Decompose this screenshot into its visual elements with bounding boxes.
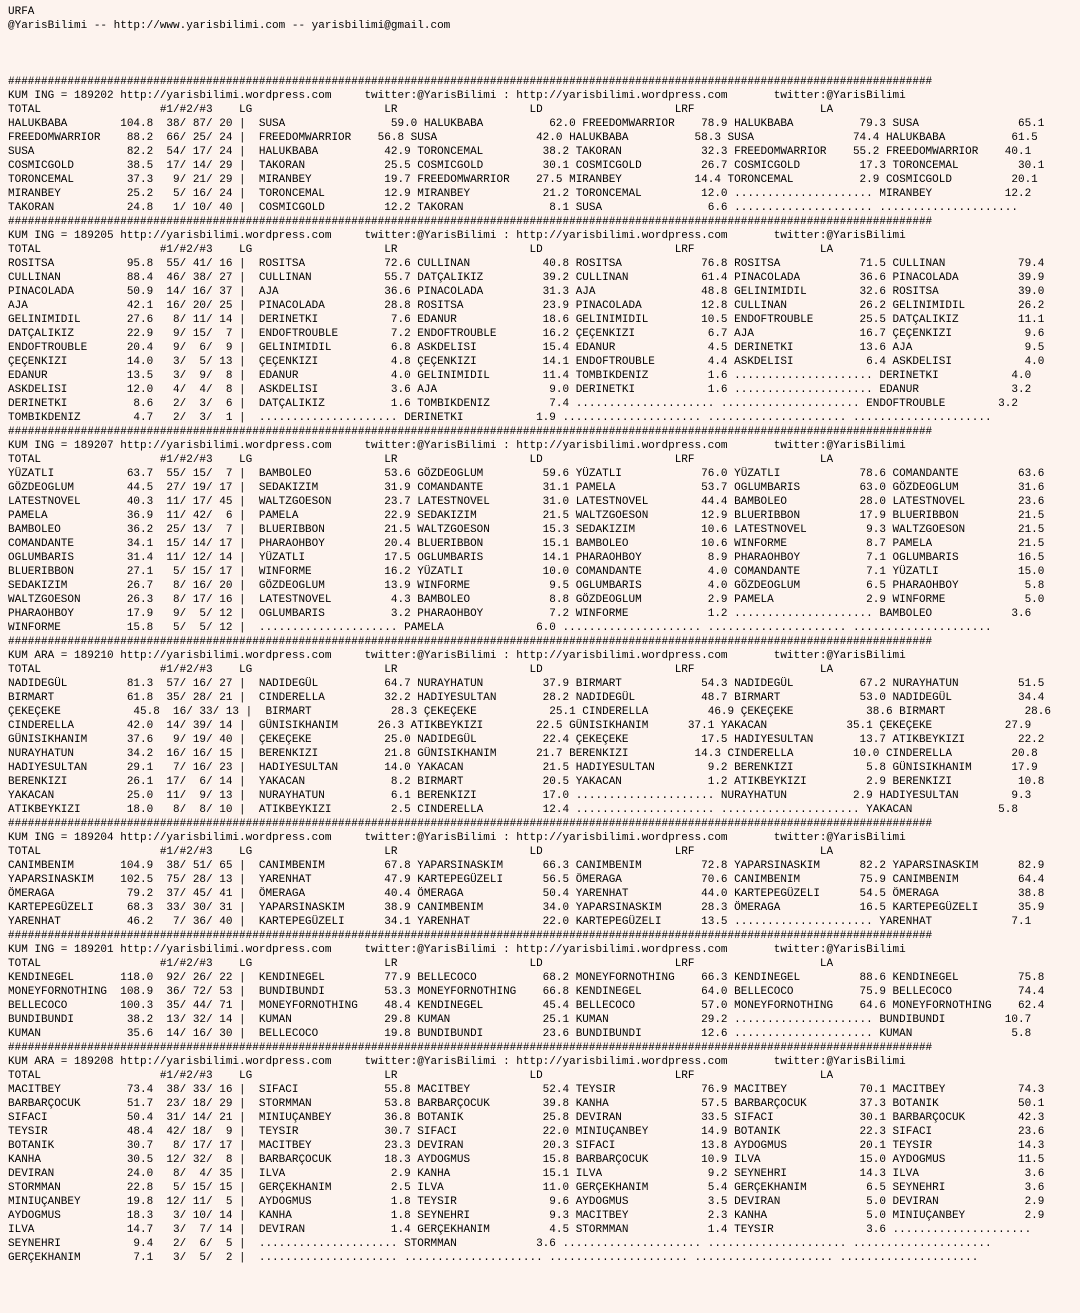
race-header-line: KUM ING = 189202 http://yarisbilimi.wordpress.com twitter:@YarisBilimi : http://yarisbilimi.wordpress.com twitter:@YarisBilimi [8, 90, 906, 102]
race-header-line: KUM ARA = 189208 http://yarisbilimi.wordpress.com twitter:@YarisBilimi : http://yarisbilimi.wordpress.com twitter:@YarisBilimi [8, 1056, 906, 1068]
blank-line [8, 61, 1080, 75]
text-line: AYDOGMUS 18.3 3/ 10/ 14 | KANHA 1.8 SEYNEHRI 9.3 MACITBEY 2.3 KANHA 5.0 MINIUÇANBEY 2.9 [8, 1210, 1045, 1222]
contact-line: @YarisBilimi -- http://www.yarisbilimi.com -- yarisbilimi@gmail.com [8, 20, 451, 32]
text-line: PAMELA 36.9 11/ 42/ 6 | PAMELA 22.9 SEDAKIZIM 21.5 WALTZGOESON 12.9 BLUERIBBON 17.9 BLUERIBBON 21.5 [8, 510, 1045, 522]
text-line: GELINIMIDIL 27.6 8/ 11/ 14 | DERINETKI 7.6 EDANUR 18.6 GELINIMIDIL 10.5 ENDOFTROUBLE 25.5 DATÇALIKIZ 11.1 [8, 314, 1045, 326]
text-line: YÜZATLI 63.7 55/ 15/ 7 | BAMBOLEO 53.6 GÖZDEOGLUM 59.6 YÜZATLI 76.0 YÜZATLI 78.6 COMANDANTE 63.6 [8, 468, 1045, 480]
text-line: KUMAN 35.6 14/ 16/ 30 | BELLECOCO 19.8 BUNDIBUNDI 23.6 BUNDIBUNDI 12.6 ..................... KUMAN 5.8 [8, 1028, 1032, 1040]
text-line: WALTZGOESON 26.3 8/ 17/ 16 | LATESTNOVEL 4.3 BAMBOLEO 8.8 GÖZDEOGLUM 2.9 PAMELA 2.9 WINFORME 5.0 [8, 594, 1045, 606]
column-header-line: TOTAL #1/#2/#3 LG LR LD LRF LA [8, 846, 834, 858]
text-line: LATESTNOVEL 40.3 11/ 17/ 45 | WALTZGOESON 23.7 LATESTNOVEL 31.0 LATESTNOVEL 44.4 BAMBOLEO 28.0 LATESTNOVEL 23.6 [8, 496, 1045, 508]
separator-line: ############################################################################################################################################ [8, 818, 933, 830]
text-line: WINFORME 15.8 5/ 5/ 12 | ..................... PAMELA 6.0 ..................... ..................... ..................... [8, 622, 992, 634]
column-header-line: TOTAL #1/#2/#3 LG LR LD LRF LA [8, 454, 834, 466]
text-line: FREEDOMWARRIOR 88.2 66/ 25/ 24 | FREEDOMWARRIOR 56.8 SUSA 42.0 HALUKBABA 58.3 SUSA 74.4 HALUKBABA 61.5 [8, 132, 1038, 144]
text-line: BAMBOLEO 36.2 25/ 13/ 7 | BLUERIBBON 21.5 WALTZGOESON 15.3 SEDAKIZIM 10.6 LATESTNOVEL 9.3 WALTZGOESON 21.5 [8, 524, 1045, 536]
text-line: SEYNEHRI 9.4 2/ 6/ 5 | ..................... STORMMAN 3.6 ..................... ..................... ..................... [8, 1238, 992, 1250]
text-line: CANIMBENIM 104.9 38/ 51/ 65 | CANIMBENIM 67.8 YAPARSINASKIM 66.3 CANIMBENIM 72.8 YAPARSINASKIM 82.2 YAPARSINASKIM 82.9 [8, 860, 1045, 872]
text-line: ASKDELISI 12.0 4/ 4/ 8 | ASKDELISI 3.6 AJA 9.0 DERINETKI 1.6 ..................... EDANUR 3.2 [8, 384, 1032, 396]
text-line: MACITBEY 73.4 38/ 33/ 16 | SIFACI 55.8 MACITBEY 52.4 TEYSIR 76.9 MACITBEY 70.1 MACITBEY 74.3 [8, 1084, 1045, 1096]
text-line: SUSA 82.2 54/ 17/ 24 | HALUKBABA 42.9 TORONCEMAL 38.2 TAKORAN 32.3 FREEDOMWARRIOR 55.2 FREEDOMWARRIOR 40.1 [8, 146, 1032, 158]
text-line: TAKORAN 24.8 1/ 10/ 40 | COSMICGOLD 12.2 TAKORAN 8.1 SUSA 6.6 ..................... ..................... [8, 202, 1018, 214]
text-line: YAKACAN 25.0 11/ 9/ 13 | NURAYHATUN 6.1 BERENKIZI 17.0 ..................... NURAYHATUN 2.9 HADIYESULTAN 9.3 [8, 790, 1032, 802]
text-line: BARBARÇOCUK 51.7 23/ 18/ 29 | STORMMAN 53.8 BARBARÇOCUK 39.8 KANHA 57.5 BARBARÇOCUK 37.3 BOTANIK 50.1 [8, 1098, 1045, 1110]
text-line: DEVIRAN 24.0 8/ 4/ 35 | ILVA 2.9 KANHA 15.1 ILVA 9.2 SEYNEHRI 14.3 ILVA 3.6 [8, 1168, 1045, 1180]
text-line: STORMMAN 22.8 5/ 15/ 15 | GERÇEKHANIM 2.5 ILVA 11.0 GERÇEKHANIM 5.4 GERÇEKHANIM 6.5 SEYNEHRI 3.6 [8, 1182, 1045, 1194]
text-line: NADIDEGÜL 81.3 57/ 16/ 27 | NADIDEGÜL 64.7 NURAYHATUN 37.9 BIRMART 54.3 NADIDEGÜL 67.2 NURAYHATUN 51.5 [8, 678, 1045, 690]
text-line: BERENKIZI 26.1 17/ 6/ 14 | YAKACAN 8.2 BIRMART 20.5 YAKACAN 1.2 ATIKBEYKIZI 2.9 BERENKIZI 10.8 [8, 776, 1045, 788]
text-line: EDANUR 13.5 3/ 9/ 8 | EDANUR 4.0 GELINIMIDIL 11.4 TOMBIKDENIZ 1.6 ..................... DERINETKI 4.0 [8, 370, 1032, 382]
text-line: DATÇALIKIZ 22.9 9/ 15/ 7 | ENDOFTROUBLE 7.2 ENDOFTROUBLE 16.2 ÇEÇENKIZI 6.7 AJA 16.7 ÇEÇENKIZI 9.6 [8, 328, 1045, 340]
text-line: HALUKBABA 104.8 38/ 87/ 20 | SUSA 59.0 HALUKBABA 62.0 FREEDOMWARRIOR 78.9 HALUKBABA 79.3 SUSA 65.1 [8, 118, 1045, 130]
race-header-line: KUM ING = 189205 http://yarisbilimi.wordpress.com twitter:@YarisBilimi : http://yarisbilimi.wordpress.com twitter:@YarisBilimi [8, 230, 906, 242]
text-line: ILVA 14.7 3/ 7/ 14 | DEVIRAN 1.4 GERÇEKHANIM 4.5 STORMMAN 1.4 TEYSIR 3.6 ..................... [8, 1224, 1032, 1236]
text-line: CULLINAN 88.4 46/ 38/ 27 | CULLINAN 55.7 DATÇALIKIZ 39.2 CULLINAN 61.4 PINACOLADA 36.6 PINACOLADA 39.9 [8, 272, 1045, 284]
text-line: MINIUÇANBEY 19.8 12/ 11/ 5 | AYDOGMUS 1.8 TEYSIR 9.6 AYDOGMUS 3.5 DEVIRAN 5.0 DEVIRAN 2.9 [8, 1196, 1045, 1208]
text-line: SEDAKIZIM 26.7 8/ 16/ 20 | GÖZDEOGLUM 13.9 WINFORME 9.5 OGLUMBARIS 4.0 GÖZDEOGLUM 6.5 PHARAOHBOY 5.8 [8, 580, 1045, 592]
text-line: NURAYHATUN 34.2 16/ 16/ 15 | BERENKIZI 21.8 GÜNISIKHANIM 21.7 BERENKIZI 14.3 CINDERELLA 10.0 CINDERELLA 20.8 [8, 748, 1038, 760]
text-line: KANHA 30.5 12/ 32/ 8 | BARBARÇOCUK 18.3 AYDOGMUS 15.8 BARBARÇOCUK 10.9 ILVA 15.0 AYDOGMUS 11.5 [8, 1154, 1045, 1166]
text-line: PHARAOHBOY 17.9 9/ 5/ 12 | OGLUMBARIS 3.2 PHARAOHBOY 7.2 WINFORME 1.2 ..................... BAMBOLEO 3.6 [8, 608, 1032, 620]
column-header-line: TOTAL #1/#2/#3 LG LR LD LRF LA [8, 664, 834, 676]
text-line: AJA 42.1 16/ 20/ 25 | PINACOLADA 28.8 ROSITSA 23.9 PINACOLADA 12.8 CULLINAN 26.2 GELINIMIDIL 26.2 [8, 300, 1045, 312]
text-line: ÇEKEÇEKE 45.8 16/ 33/ 13 | BIRMART 28.3 ÇEKEÇEKE 25.1 CINDERELLA 46.9 ÇEKEÇEKE 38.6 BIRMART 28.6 [8, 706, 1051, 718]
text-line: ÖMERAGA 79.2 37/ 45/ 41 | ÖMERAGA 40.4 ÖMERAGA 50.4 YARENHAT 44.0 KARTEPEGÜZELI 54.5 ÖMERAGA 38.8 [8, 888, 1045, 900]
blank-line [8, 47, 1080, 61]
text-line: GERÇEKHANIM 7.1 3/ 5/ 2 | ..................... ..................... ..................... ..................... ..................... [8, 1252, 979, 1264]
text-line: ENDOFTROUBLE 20.4 9/ 6/ 9 | GELINIMIDIL 6.8 ASKDELISI 15.4 EDANUR 4.5 DERINETKI 13.6 AJA 9.5 [8, 342, 1045, 354]
race-header-line: KUM ING = 189201 http://yarisbilimi.wordpress.com twitter:@YarisBilimi : http://yarisbilimi.wordpress.com twitter:@YarisBilimi [8, 944, 906, 956]
column-header-line: TOTAL #1/#2/#3 LG LR LD LRF LA [8, 958, 834, 970]
text-line: GÜNISIKHANIM 37.6 9/ 19/ 40 | ÇEKEÇEKE 25.0 NADIDEGÜL 22.4 ÇEKEÇEKE 17.5 HADIYESULTAN 13.7 ATIKBEYKIZI 22.2 [8, 734, 1045, 746]
column-header-line: TOTAL #1/#2/#3 LG LR LD LRF LA [8, 104, 834, 116]
separator-line: ############################################################################################################################################ [8, 426, 933, 438]
race-header-line: KUM ING = 189207 http://yarisbilimi.wordpress.com twitter:@YarisBilimi : http://yarisbilimi.wordpress.com twitter:@YarisBilimi [8, 440, 906, 452]
column-header-line: TOTAL #1/#2/#3 LG LR LD LRF LA [8, 244, 834, 256]
page-title: URFA [8, 6, 35, 18]
text-line: GÖZDEOGLUM 44.5 27/ 19/ 17 | SEDAKIZIM 31.9 COMANDANTE 31.1 PAMELA 53.7 OGLUMBARIS 63.0 GÖZDEOGLUM 31.6 [8, 482, 1045, 494]
text-line: DERINETKI 8.6 2/ 3/ 6 | DATÇALIKIZ 1.6 TOMBIKDENIZ 7.4 ..................... ..................... ENDOFTROUBLE 3.2 [8, 398, 1018, 410]
blank-line [8, 33, 1080, 47]
race-header-line: KUM ARA = 189210 http://yarisbilimi.wordpress.com twitter:@YarisBilimi : http://yarisbilimi.wordpress.com twitter:@YarisBilimi [8, 650, 906, 662]
separator-line: ############################################################################################################################################ [8, 216, 933, 228]
text-line: OGLUMBARIS 31.4 11/ 12/ 14 | YÜZATLI 17.5 OGLUMBARIS 14.1 PHARAOHBOY 8.9 PHARAOHBOY 7.1 OGLUMBARIS 16.5 [8, 552, 1045, 564]
text-line: TEYSIR 48.4 42/ 18/ 9 | TEYSIR 30.7 SIFACI 22.0 MINIUÇANBEY 14.9 BOTANIK 22.3 SIFACI 23.6 [8, 1126, 1045, 1138]
text-line: YAPARSINASKIM 102.5 75/ 28/ 13 | YARENHAT 47.9 KARTEPEGÜZELI 56.5 ÖMERAGA 70.6 CANIMBENIM 75.9 CANIMBENIM 64.4 [8, 874, 1045, 886]
text-line: KENDINEGEL 118.0 92/ 26/ 22 | KENDINEGEL 77.9 BELLECOCO 68.2 MONEYFORNOTHING 66.3 KENDINEGEL 88.6 KENDINEGEL 75.8 [8, 972, 1045, 984]
text-line: ÇEÇENKIZI 14.0 3/ 5/ 13 | ÇEÇENKIZI 4.8 ÇEÇENKIZI 14.1 ENDOFTROUBLE 4.4 ASKDELISI 6.4 ASKDELISI 4.0 [8, 356, 1045, 368]
race-header-line: KUM ING = 189204 http://yarisbilimi.wordpress.com twitter:@YarisBilimi : http://yarisbilimi.wordpress.com twitter:@YarisBilimi [8, 832, 906, 844]
separator-line: ############################################################################################################################################ [8, 930, 933, 942]
text-line: YARENHAT 46.2 7/ 36/ 40 | KARTEPEGÜZELI 34.1 YARENHAT 22.0 KARTEPEGÜZELI 13.5 ..................... YARENHAT 7.1 [8, 916, 1032, 928]
text-line: BUNDIBUNDI 38.2 13/ 32/ 14 | KUMAN 29.8 KUMAN 25.1 KUMAN 29.2 ..................... BUNDIBUNDI 10.7 [8, 1014, 1032, 1026]
text-line: COSMICGOLD 38.5 17/ 14/ 29 | TAKORAN 25.5 COSMICGOLD 30.1 COSMICGOLD 26.7 COSMICGOLD 17.3 TORONCEMAL 30.1 [8, 160, 1045, 172]
text-line: MONEYFORNOTHING 108.9 36/ 72/ 53 | BUNDIBUNDI 53.3 MONEYFORNOTHING 66.8 KENDINEGEL 64.0 BELLECOCO 75.9 BELLECOCO 74.4 [8, 986, 1045, 998]
text-line: BELLECOCO 100.3 35/ 44/ 71 | MONEYFORNOTHING 48.4 KENDINEGEL 45.4 BELLECOCO 57.0 MONEYFORNOTHING 64.6 MONEYFORNOTHING 62.4 [8, 1000, 1045, 1012]
separator-line: ############################################################################################################################################ [8, 636, 933, 648]
text-line: ROSITSA 95.8 55/ 41/ 16 | ROSITSA 72.6 CULLINAN 40.8 ROSITSA 76.8 ROSITSA 71.5 CULLINAN 79.4 [8, 258, 1045, 270]
text-line: BOTANIK 30.7 8/ 17/ 17 | MACITBEY 23.3 DEVIRAN 20.3 SIFACI 13.8 AYDOGMUS 20.1 TEYSIR 14.3 [8, 1140, 1045, 1152]
text-line: MIRANBEY 25.2 5/ 16/ 24 | TORONCEMAL 12.9 MIRANBEY 21.2 TORONCEMAL 12.0 ..................... MIRANBEY 12.2 [8, 188, 1032, 200]
text-line: BLUERIBBON 27.1 5/ 15/ 17 | WINFORME 16.2 YÜZATLI 10.0 COMANDANTE 4.0 COMANDANTE 7.1 YÜZATLI 15.0 [8, 566, 1045, 578]
column-header-line: TOTAL #1/#2/#3 LG LR LD LRF LA [8, 1070, 834, 1082]
separator-line: ############################################################################################################################################ [8, 76, 933, 88]
text-line: KARTEPEGÜZELI 68.3 33/ 30/ 31 | YAPARSINASKIM 38.9 CANIMBENIM 34.0 YAPARSINASKIM 28.3 ÖMERAGA 16.5 KARTEPEGÜZELI 35.9 [8, 902, 1045, 914]
text-line: CINDERELLA 42.0 14/ 39/ 14 | GÜNISIKHANIM 26.3 ATIKBEYKIZI 22.5 GÜNISIKHANIM 37.1 YAKACAN 35.1 ÇEKEÇEKE 27.9 [8, 720, 1032, 732]
text-line: HADIYESULTAN 29.1 7/ 16/ 23 | HADIYESULTAN 14.0 YAKACAN 21.5 HADIYESULTAN 9.2 BERENKIZI 5.8 GÜNISIKHANIM 17.9 [8, 762, 1038, 774]
text-line: BIRMART 61.8 35/ 28/ 21 | CINDERELLA 32.2 HADIYESULTAN 28.2 NADIDEGÜL 48.7 BIRMART 53.0 NADIDEGÜL 34.4 [8, 692, 1045, 704]
text-line: SIFACI 50.4 31/ 14/ 21 | MINIUÇANBEY 36.8 BOTANIK 25.8 DEVIRAN 33.5 SIFACI 30.1 BARBARÇOCUK 42.3 [8, 1112, 1045, 1124]
text-line: ATIKBEYKIZI 18.0 8/ 8/ 10 | ATIKBEYKIZI 2.5 CINDERELLA 12.4 ..................... ..................... YAKACAN 5.8 [8, 804, 1018, 816]
text-line: PINACOLADA 50.9 14/ 16/ 37 | AJA 36.6 PINACOLADA 31.3 AJA 48.8 GELINIMIDIL 32.6 ROSITSA 39.0 [8, 286, 1045, 298]
text-line: TORONCEMAL 37.3 9/ 21/ 29 | MIRANBEY 19.7 FREEDOMWARRIOR 27.5 MIRANBEY 14.4 TORONCEMAL 2.9 COSMICGOLD 20.1 [8, 174, 1038, 186]
text-line: COMANDANTE 34.1 15/ 14/ 17 | PHARAOHBOY 20.4 BLUERIBBON 15.1 BAMBOLEO 10.6 WINFORME 8.7 PAMELA 21.5 [8, 538, 1045, 550]
separator-line: ############################################################################################################################################ [8, 1042, 933, 1054]
text-line: TOMBIKDENIZ 4.7 2/ 3/ 1 | ..................... DERINETKI 1.9 ..................... ..................... ..................... [8, 412, 992, 424]
